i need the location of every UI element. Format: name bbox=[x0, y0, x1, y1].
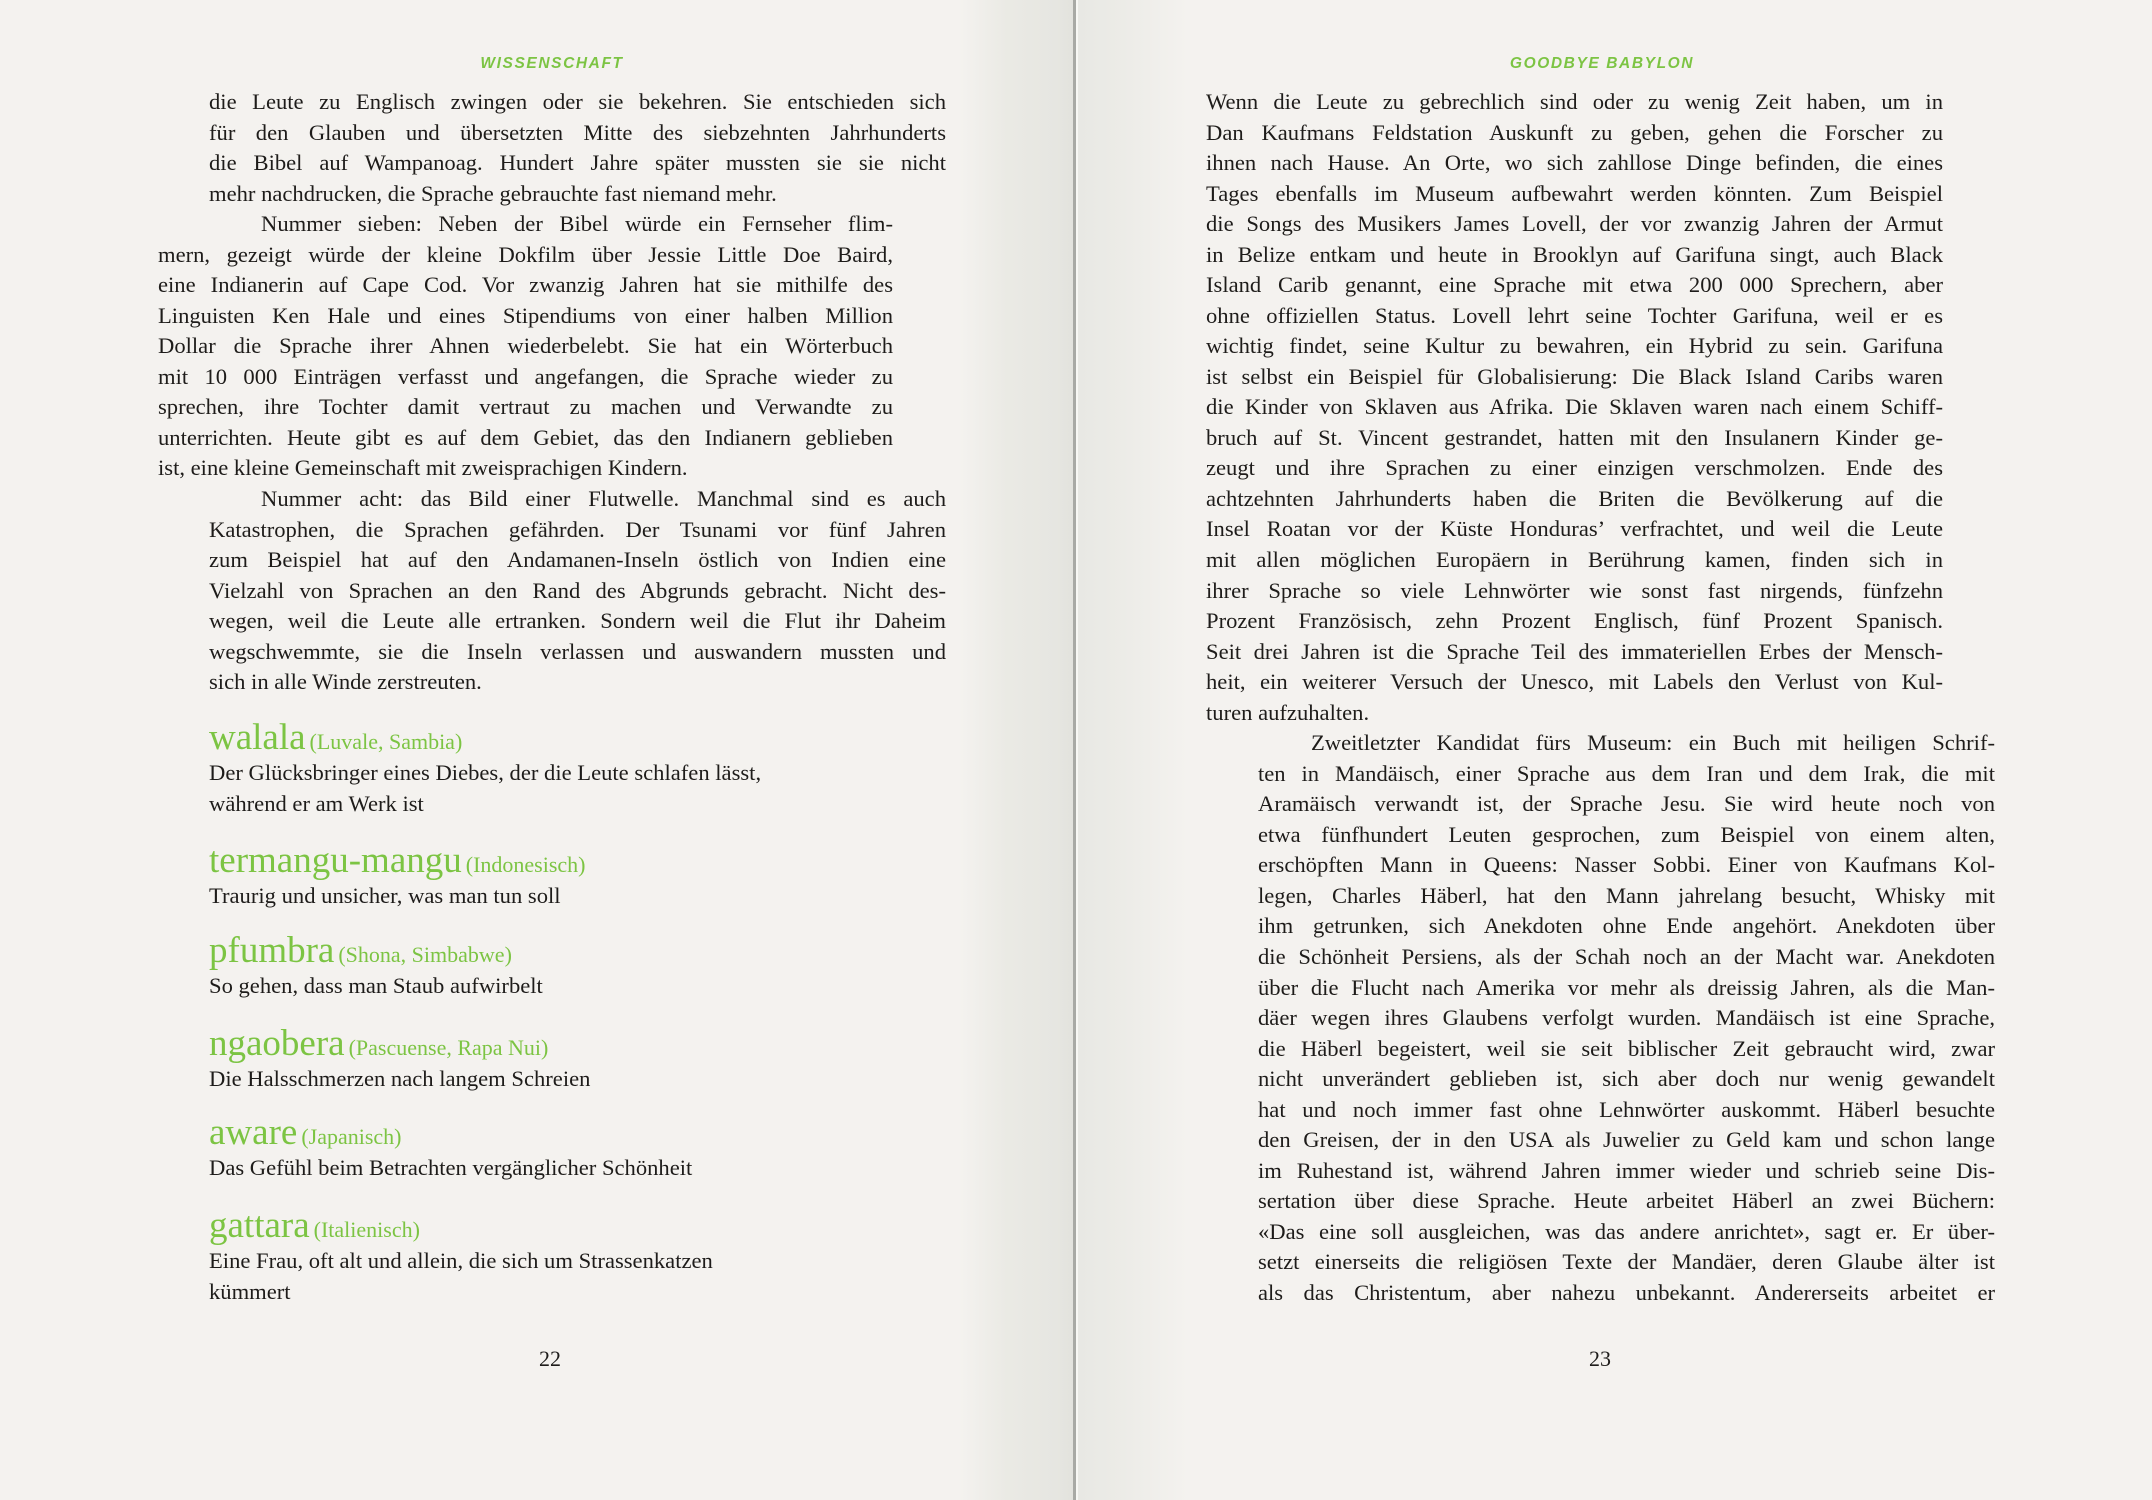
glossary-term bbox=[209, 1113, 949, 1153]
definition-line: So gehen, dass man Staub aufwirbelt bbox=[209, 973, 543, 998]
text-line: Dollar die Sprache ihrer Ahnen wiederbelebt. Sie hat ein Wörterbuch bbox=[158, 333, 893, 359]
glossary-term bbox=[209, 931, 949, 971]
glossary-entry bbox=[209, 1024, 949, 1095]
text-line: mit 10 000 Einträgen verfasst und angefangen, die Sprache wieder zu bbox=[158, 363, 893, 389]
glossary-language: (Japanisch) bbox=[301, 1124, 402, 1149]
definition-line: Die Halsschmerzen nach langem Schreien bbox=[209, 1066, 591, 1091]
text-line: bruch auf St. Vincent gestrandet, hatten mit den Insulanern Kinder ge- bbox=[1206, 424, 1943, 450]
gutter-shadow-right bbox=[1078, 0, 1188, 1500]
glossary-definition bbox=[209, 1246, 949, 1307]
text-line: «Das eine soll ausgleichen, was das andere anrichtet», sagt er. Er über- bbox=[1258, 1218, 1995, 1244]
glossary-word: walala bbox=[209, 717, 306, 758]
glossary-word: termangu-mangu bbox=[209, 840, 462, 881]
page-number-left: 22 bbox=[539, 1346, 561, 1371]
text-line: über die Flucht nach Amerika vor mehr als dreissig Jahren, als die Man- bbox=[1258, 974, 1995, 1000]
text-line: nicht unverändert geblieben ist, sich aber doch nur wenig gewandelt bbox=[1258, 1066, 1995, 1092]
glossary-entry bbox=[209, 931, 949, 1002]
glossary-definition bbox=[209, 758, 949, 819]
text-line: Nummer acht: das Bild einer Flutwelle. Manchmal sind es auch bbox=[261, 486, 946, 511]
text-line: erschöpften Mann in Queens: Nasser Sobbi. Einer von Kaufmans Kol- bbox=[1258, 852, 1995, 878]
text-line: mern, gezeigt würde der kleine Dokfilm über Jessie Little Doe Baird, bbox=[158, 241, 893, 267]
text-line: eine Indianerin auf Cape Cod. Vor zwanzig Jahren hat sie mithilfe des bbox=[158, 272, 893, 298]
glossary-term bbox=[209, 718, 949, 758]
text-line: unterrichten. Heute gibt es auf dem Gebiet, das den Indianern geblieben bbox=[158, 424, 893, 450]
glossary-word: gattara bbox=[209, 1205, 310, 1246]
gutter-shadow-left bbox=[960, 0, 1074, 1500]
glossary-definition bbox=[209, 1064, 949, 1095]
paragraph bbox=[209, 484, 946, 698]
definition-line: Das Gefühl beim Betrachten vergänglicher Schönheit bbox=[209, 1155, 693, 1180]
text-line: setzt einerseits die religiösen Texte der Mandäer, deren Glaube älter ist bbox=[1258, 1249, 1995, 1275]
text-line: Insel Roatan vor der Küste Honduras’ verfrachtet, und weil die Leute bbox=[1206, 516, 1943, 542]
text-line: Nummer sieben: Neben der Bibel würde ein Fernseher flim- bbox=[261, 211, 893, 237]
text-line: ohne offiziellen Status. Lovell lehrt seine Tochter Garifuna, weil er es bbox=[1206, 302, 1943, 328]
text-line: Island Carib genannt, eine Sprache mit etwa 200 000 Sprechern, aber bbox=[1206, 272, 1943, 298]
glossary-term bbox=[209, 1206, 949, 1246]
text-line: turen aufzuhalten. bbox=[1206, 699, 1370, 725]
text-line: Aramäisch verwandt ist, der Sprache Jesu. Sie wird heute noch von bbox=[1258, 791, 1995, 817]
running-head-right: GOODBYE BABYLON bbox=[1509, 55, 1695, 72]
running-head-left: WISSENSCHAFT bbox=[480, 55, 624, 72]
text-line: zum Beispiel hat auf den Andamanen-Inseln östlich von Indien eine bbox=[209, 547, 946, 573]
text-line: die Bibel auf Wampanoag. Hundert Jahre später mussten sie sie nicht bbox=[209, 150, 946, 176]
glossary-entry bbox=[209, 1113, 949, 1184]
text-line: legen, Charles Häberl, hat den Mann jahrelang besucht, Whisky mit bbox=[1258, 882, 1995, 908]
text-line: Dan Kaufmans Feldstation Auskunft zu geben, gehen die Forscher zu bbox=[1206, 119, 1943, 145]
text-line: wichtig findet, seine Kultur zu bewahren, ein Hybrid zu sein. Garifuna bbox=[1206, 333, 1943, 359]
text-line: sprechen, ihre Tochter damit vertraut zu machen und Verwandte zu bbox=[158, 394, 893, 420]
text-line: Zweitletzter Kandidat fürs Museum: ein Buch mit heiligen Schrif- bbox=[1311, 730, 1995, 756]
glossary-language: (Italienisch) bbox=[313, 1217, 420, 1242]
paragraph bbox=[158, 209, 893, 484]
text-line: ist selbst ein Beispiel für Globalisierung: Die Black Island Caribs waren bbox=[1206, 363, 1943, 389]
text-line: etwa fünfhundert Leuten gesprochen, zum Beispiel von einem alten, bbox=[1258, 821, 1995, 847]
text-line: achtzehnten Jahrhunderts haben die Briten die Bevölkerung auf die bbox=[1206, 485, 1943, 511]
text-line: ten in Mandäisch, einer Sprache aus dem Iran und dem Irak, die mit bbox=[1258, 760, 1995, 786]
glossary-entry bbox=[209, 1206, 949, 1307]
text-line: die Songs des Musikers James Lovell, der vor zwanzig Jahren der Armut bbox=[1206, 211, 1943, 237]
text-line: mit allen möglichen Europäern in Berührung kamen, finden sich in bbox=[1206, 546, 1943, 572]
paragraph bbox=[1258, 728, 1995, 1308]
definition-line: während er am Werk ist bbox=[209, 790, 424, 816]
glossary-language: (Indonesisch) bbox=[465, 852, 586, 877]
glossary-language: (Luvale, Sambia) bbox=[309, 729, 463, 754]
text-line: die Kinder von Sklaven aus Afrika. Die Sklaven waren nach einem Schiff- bbox=[1206, 394, 1943, 420]
glossary-word: ngaobera bbox=[209, 1023, 345, 1064]
text-line: die Häberl begeistert, weil sie seit biblischer Zeit gebraucht wird, zwar bbox=[1258, 1035, 1995, 1061]
text-line: ist, eine kleine Gemeinschaft mit zweisprachigen Kindern. bbox=[158, 455, 688, 481]
text-line: die Leute zu Englisch zwingen oder sie bekehren. Sie entschieden sich bbox=[209, 89, 946, 114]
page-number-right: 23 bbox=[1589, 1346, 1611, 1371]
text-line: für den Glauben und übersetzten Mitte des siebzehnten Jahrhunderts bbox=[209, 119, 946, 145]
text-line: Wenn die Leute zu gebrechlich sind oder zu wenig Zeit haben, um in bbox=[1206, 89, 1943, 114]
glossary-definition bbox=[209, 971, 949, 1002]
definition-line: kümmert bbox=[209, 1278, 291, 1304]
glossary-word: pfumbra bbox=[209, 930, 335, 971]
glossary-term bbox=[209, 841, 949, 881]
glossary-definition bbox=[209, 881, 949, 912]
glossary-definition bbox=[209, 1153, 949, 1184]
spine-highlight bbox=[1076, 0, 1078, 1500]
paragraph bbox=[1206, 87, 1943, 728]
glossary-language: (Shona, Simbabwe) bbox=[338, 942, 512, 967]
text-line: den Greisen, der in den USA als Juwelier zu Geld kam und schon lange bbox=[1258, 1127, 1995, 1153]
text-line: heit, ein weiterer Versuch der Unesco, mit Labels den Verlust von Kul- bbox=[1206, 669, 1943, 695]
glossary-entry bbox=[209, 841, 949, 912]
definition-line: Traurig und unsicher, was man tun soll bbox=[209, 883, 561, 908]
text-line: die Schönheit Persiens, als der Schah noch an der Macht war. Anekdoten bbox=[1258, 944, 1995, 970]
glossary-entry bbox=[209, 718, 949, 819]
text-line: Seit drei Jahren ist die Sprache Teil des immateriellen Erbes der Mensch- bbox=[1206, 638, 1943, 664]
text-line: sich in alle Winde zerstreuten. bbox=[209, 669, 482, 695]
glossary-term bbox=[209, 1024, 949, 1064]
text-line: sertation über diese Sprache. Heute arbeitet Häberl an zwei Büchern: bbox=[1258, 1188, 1995, 1214]
text-line: Linguisten Ken Hale und eines Stipendiums von einer halben Million bbox=[158, 302, 893, 328]
text-line: in Belize entkam und heute in Brooklyn auf Garifuna singt, auch Black bbox=[1206, 241, 1943, 267]
text-line: Vielzahl von Sprachen an den Rand des Abgrunds gebracht. Nicht des- bbox=[209, 577, 946, 603]
text-line: mehr nachdrucken, die Sprache gebrauchte fast niemand mehr. bbox=[209, 180, 777, 206]
text-line: däer wegen ihres Glaubens verfolgt wurden. Mandäisch ist eine Sprache, bbox=[1258, 1005, 1995, 1031]
text-line: Tages ebenfalls im Museum aufbewahrt werden könnten. Zum Beispiel bbox=[1206, 180, 1943, 206]
text-line: Katastrophen, die Sprachen gefährden. Der Tsunami vor fünf Jahren bbox=[209, 516, 946, 542]
text-line: als das Christentum, aber nahezu unbekannt. Andererseits arbeitet er bbox=[1258, 1279, 1995, 1305]
text-line: ihrer Sprache so viele Lehnwörter wie sonst fast nirgends, fünfzehn bbox=[1206, 577, 1943, 603]
text-line: Prozent Französisch, zehn Prozent Englisch, fünf Prozent Spanisch. bbox=[1206, 608, 1943, 634]
text-line: wegschwemmte, sie die Inseln verlassen und auswandern mussten und bbox=[209, 638, 946, 664]
text-line: ihnen nach Hause. An Orte, wo sich zahllose Dinge befinden, die eines bbox=[1206, 150, 1943, 176]
text-line: wegen, weil die Leute alle ertranken. Sondern weil die Flut ihr Daheim bbox=[209, 608, 946, 634]
paragraph bbox=[209, 87, 946, 209]
text-line: zeugt und ihre Sprachen zu einer einzigen verschmolzen. Ende des bbox=[1206, 455, 1943, 481]
glossary-language: (Pascuense, Rapa Nui) bbox=[348, 1035, 549, 1060]
text-line: im Ruhestand ist, während Jahren immer wieder und schrieb seine Dis- bbox=[1258, 1157, 1995, 1183]
definition-line: Der Glücksbringer eines Diebes, der die Leute schlafen lässt, bbox=[209, 760, 762, 785]
text-line: ihm getrunken, sich Anekdoten ohne Ende angehört. Anekdoten über bbox=[1258, 913, 1995, 939]
text-line: hat und noch immer fast ohne Lehnwörter auskommt. Häberl besuchte bbox=[1258, 1096, 1995, 1122]
definition-line: Eine Frau, oft alt und allein, die sich um Strassenkatzen bbox=[209, 1248, 713, 1273]
glossary-word: aware bbox=[209, 1112, 298, 1153]
